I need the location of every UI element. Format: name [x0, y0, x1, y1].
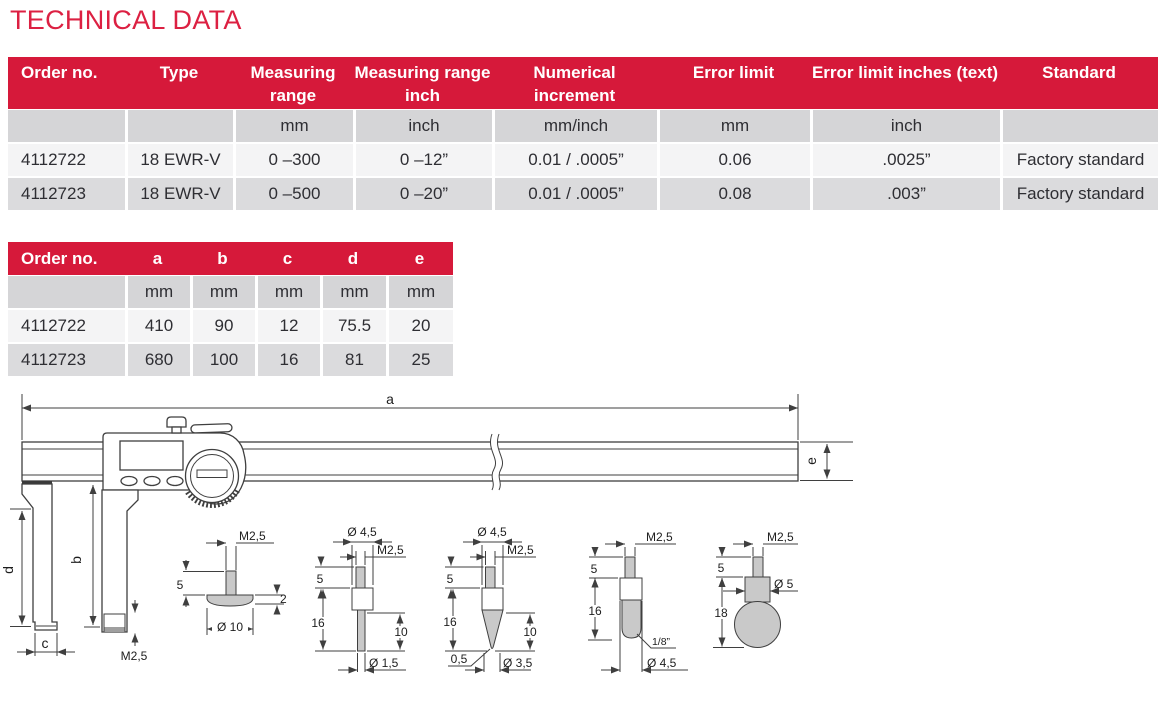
dim-label: 10	[394, 625, 408, 639]
fixed-jaw	[22, 481, 57, 630]
dim-label: 10	[523, 625, 537, 639]
t2-header-cell: b	[217, 249, 228, 268]
dim-label: M2,5	[239, 529, 266, 543]
dim-label: 5	[446, 572, 454, 586]
dim-label: Ø 3,5	[503, 656, 533, 670]
t1-cell: Factory standard	[1000, 178, 1158, 210]
dim-label: M2,5	[507, 543, 534, 557]
t1-cell: 0.01 / .0005”	[492, 178, 657, 210]
dim-label: 16	[588, 604, 602, 618]
t2-cell: 410	[125, 310, 190, 342]
t2-cell: 12	[255, 310, 320, 342]
page-title: TECHNICAL DATA	[10, 5, 242, 35]
t2-header-cell: e	[414, 249, 425, 268]
dim-label: Ø 4,5	[347, 525, 377, 539]
t1-cell: 0 –12”	[353, 144, 492, 176]
dim-label: 2	[280, 592, 287, 606]
dim-label: 0,5	[450, 652, 468, 666]
t2-header-cell: c	[282, 249, 293, 268]
dim-label: 16	[443, 615, 457, 629]
dim-label: Ø 10	[216, 620, 244, 634]
t2-header-cell: d	[347, 249, 359, 268]
dim-label: M2,5	[767, 530, 794, 544]
t1-cell: 0 –20”	[353, 178, 492, 210]
t1-cell: 0.06	[657, 144, 810, 176]
lcd-display	[120, 441, 183, 470]
dim-label: 5	[176, 578, 184, 592]
t1-cell: .0025”	[810, 144, 1000, 176]
slider-jaw	[102, 490, 138, 632]
t2-cell: 20	[386, 310, 453, 342]
dim-label-b: b	[68, 556, 84, 564]
t2-cell: 75.5	[320, 310, 386, 342]
t1-unit-cell: mm/inch	[492, 110, 657, 142]
thumb-screw	[167, 417, 186, 427]
t1-header-cell: Standard	[1042, 63, 1116, 82]
dim-label: 5	[717, 561, 725, 575]
t2-unit-cell: mm	[386, 276, 453, 308]
dim-label: Ø 1,5	[369, 656, 399, 670]
t1-cell: Factory standard	[1000, 144, 1158, 176]
button	[121, 477, 137, 486]
dim-label: Ø 4,5	[477, 525, 507, 539]
t1-header-cell: Error limit	[692, 63, 775, 82]
tip-figure-disc	[177, 529, 287, 635]
t2-unit-cell: mm	[190, 276, 255, 308]
dimension-e	[800, 442, 853, 481]
tip-figure-conical	[441, 525, 539, 672]
dim-label-d: d	[0, 566, 16, 574]
button	[144, 477, 160, 486]
t1-header-cell: Order no.	[21, 63, 98, 82]
t1-header-cell: Measuring range inch	[354, 63, 491, 105]
dim-label-c: c	[41, 635, 49, 651]
t1-unit-cell: inch	[353, 110, 492, 142]
t1-cell: .003”	[810, 178, 1000, 210]
t2-cell: 4112722	[8, 310, 125, 342]
dimension-b	[68, 485, 100, 627]
t1-cell: 0.08	[657, 178, 810, 210]
tip-figure-ball	[712, 530, 798, 648]
t1-header-cell: Measuring range	[250, 63, 336, 105]
t1-cell: 0.01 / .0005”	[492, 144, 657, 176]
t1-header-cell: Type	[159, 63, 199, 82]
dimension-d	[0, 509, 31, 627]
dim-label: 1/8”	[651, 636, 671, 648]
t2-cell: 4112723	[8, 344, 125, 376]
t1-unit-cell: mm	[657, 110, 810, 142]
t2-header-cell: Order no.	[21, 249, 98, 268]
t1-header-cell: Numerical increment	[533, 63, 616, 105]
t1-unit-cell: mm	[233, 110, 353, 142]
thumb-wheel	[186, 450, 239, 505]
t2-header-cell: a	[152, 249, 163, 268]
t1-cell: 4112722	[8, 144, 125, 176]
t1-cell: 0 –300	[233, 144, 353, 176]
t1-cell: 18 EWR-V	[125, 144, 233, 176]
t1-cell: 4112723	[8, 178, 125, 210]
t2-cell: 81	[320, 344, 386, 376]
dim-label: M2,5	[646, 530, 673, 544]
dim-label: 5	[590, 562, 598, 576]
dim-label-jaw-thread: M2,5	[120, 649, 148, 663]
t1-header-cell: Error limit inches (text)	[811, 63, 999, 82]
dim-label: 5	[316, 572, 324, 586]
t2-unit-cell: mm	[255, 276, 320, 308]
t2-cell: 16	[255, 344, 320, 376]
button	[167, 477, 183, 486]
dimension-c	[17, 633, 75, 656]
dim-label: 18	[714, 606, 728, 620]
dim-label: Ø 4,5	[647, 656, 677, 670]
tip-figure-rounded	[586, 530, 688, 672]
t2-unit-cell: mm	[125, 276, 190, 308]
t1-cell: 0 –500	[233, 178, 353, 210]
t1-cell: 18 EWR-V	[125, 178, 233, 210]
dim-label: M2,5	[377, 543, 404, 557]
t2-cell: 90	[190, 310, 255, 342]
clamp-tab	[191, 424, 232, 433]
dim-label: 16	[311, 616, 325, 630]
dim-label-e: e	[803, 457, 819, 465]
t2-unit-cell: mm	[320, 276, 386, 308]
t2-cell: 680	[125, 344, 190, 376]
tip-figure-cylindrical	[310, 525, 409, 672]
t2-cell: 100	[190, 344, 255, 376]
t1-unit-cell: inch	[810, 110, 1000, 142]
dim-label: Ø 5	[774, 577, 794, 591]
dim-label-a: a	[386, 391, 394, 407]
t2-cell: 25	[386, 344, 453, 376]
